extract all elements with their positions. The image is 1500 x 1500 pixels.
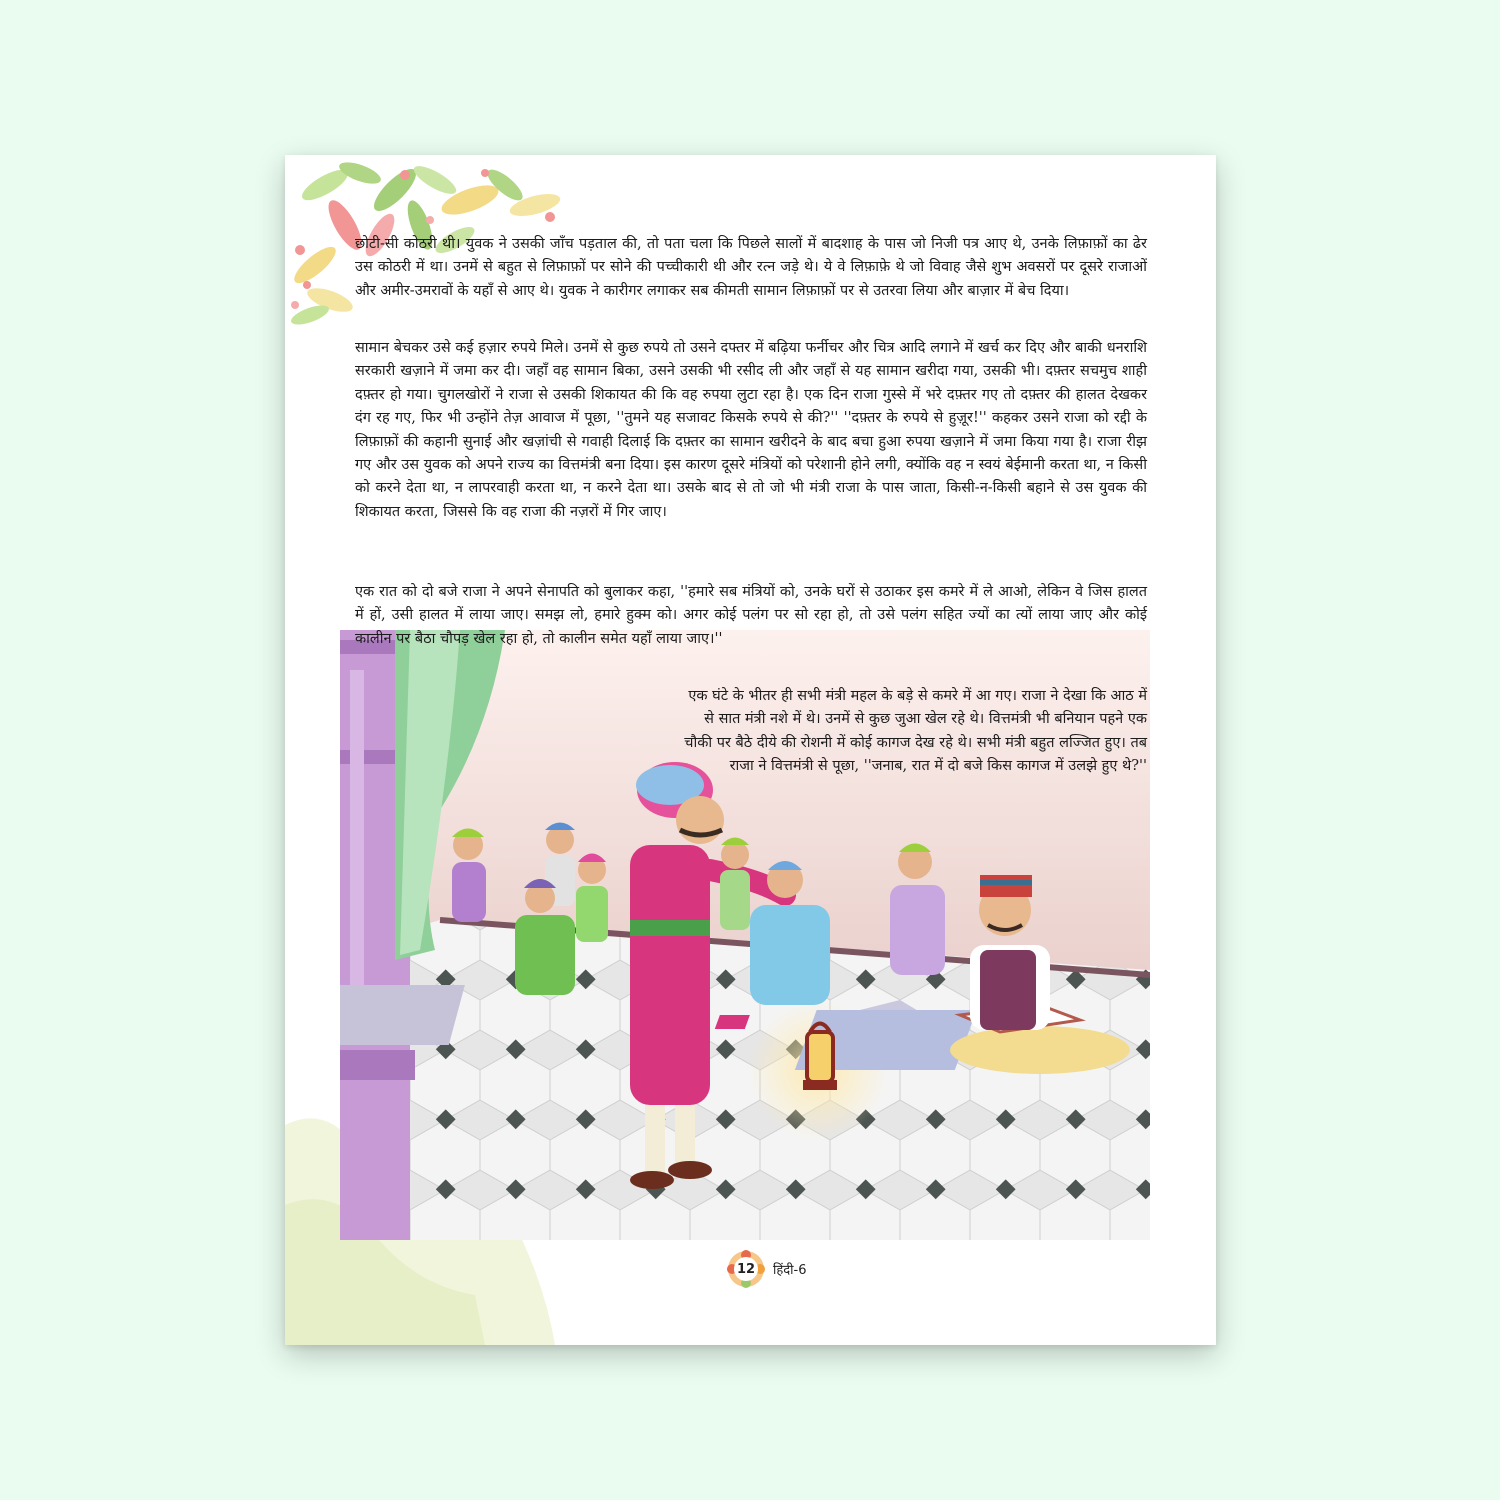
paragraph-1: छोटी-सी कोठरी थी। युवक ने उसकी जाँच पड़ताल की, तो पता चला कि पिछले सालों में बादशाह के पास जो निजी पत्र आए थे, उनके लिफ़ाफ़ों का ढेर उस कोठरी में था। उनमें से बहुत से लिफ़ाफ़ों पर सोने की पच्चीकारी थी और रत्न जड़े थे। ये वे लिफ़ाफ़े थे जो विवाह जैसे शुभ अवसरों पर दूसरे राजाओं और अमीर-उमरावों के यहाँ से आए थे। युवक ने कारीगर लगाकर सब कीमती सामान लिफ़ाफ़ों पर से उतरवा लिया और बाज़ार में बेच दिया। — [355, 236, 1147, 299]
paragraph-3: एक रात को दो बजे राजा ने अपने सेनापति को बुलाकर कहा, ''हमारे सब मंत्रियों को, उनके घरों से उठाकर इस कमरे में ले आओ, लेकिन वे जिस हालत में हों, उसी हालत में लाया जाए। समझ लो, हमारे हुक्म को। अगर कोई पलंग पर सो रहा हो, तो उसे पलंग सहित ज्यों का त्यों लाया जाए और कोई कालीन पर बैठा चौपड़ खेल रहा हो, तो कालीन समेत यहाँ लाया जाए।'' — [355, 584, 1147, 647]
page-number-badge — [727, 1250, 765, 1288]
page-number: 12 — [736, 1261, 756, 1277]
book-page — [285, 155, 1216, 1345]
book-title: हिंदी-6 — [773, 1263, 807, 1278]
page-footer — [727, 1250, 807, 1288]
paragraph-2: सामान बेचकर उसे कई हज़ार रुपये मिले। उनमें से कुछ रुपये तो उसने दफ्तर में बढ़िया फर्नीचर और चित्र आदि लगाने में खर्च कर दिए और बाकी धनराशि सरकारी खज़ाने में जमा कर दी। जहाँ वह सामान बिका, उसने उसकी भी रसीद ली और जहाँ से यह सामान खरीदा गया, उसकी भी। दफ़्तर सचमुच शाही दफ़्तर हो गया। चुगलखोरों ने राजा से उसकी शिकायत की कि वह रुपया लुटा रहा है। एक दिन राजा गुस्से में भरे दफ़्तर गए तो दफ़्तर की हालत देखकर दंग रह गए, फिर भी उन्होंने तेज़ आवाज में पूछा, ''तुमने यह सजावट किसके रुपये से की?'' ''दफ़्तर के रुपये से हुज़ूर!'' कहकर उसने राजा को रद्दी के लिफ़ाफ़ों की कहानी सुनाई और खज़ांची से गवाही दिलाई कि दफ़्तर का सामान खरीदने के बाद बचा हुआ रुपया खज़ाने में जमा किया गया है। राजा रीझ गए और उस युवक को अपने राज्य का वित्तमंत्री बना दिया। इस कारण दूसरे मंत्रियों को परेशानी होने लगी, क्योंकि वह न स्वयं बेईमानी करता था, न किसी को करने देता था, न लापरवाही करता था, न करने देता था। उसके बाद से तो जो भी मंत्री राजा के पास जाता, किसी-न-किसी बहाने से उस युवक की शिकायत करता, जिससे कि वह राजा की नज़रों में गिर जाए। — [355, 340, 1147, 520]
paragraph-4: एक घंटे के भीतर ही सभी मंत्री महल के बड़े से कमरे में आ गए। राजा ने देखा कि आठ में से सात मंत्री नशे में थे। उनमें से कुछ जुआ खेल रहे थे। वित्तमंत्री भी बनियान पहने एक चौकी पर बैठे दीये की रोशनी में कोई कागज देख रहे थे। सभी मंत्री बहुत लज्जित हुए। तब राजा ने वित्तमंत्री से पूछा, ''जनाब, रात में दो बजे किस कागज में उलझे हुए थे?'' — [684, 688, 1147, 775]
